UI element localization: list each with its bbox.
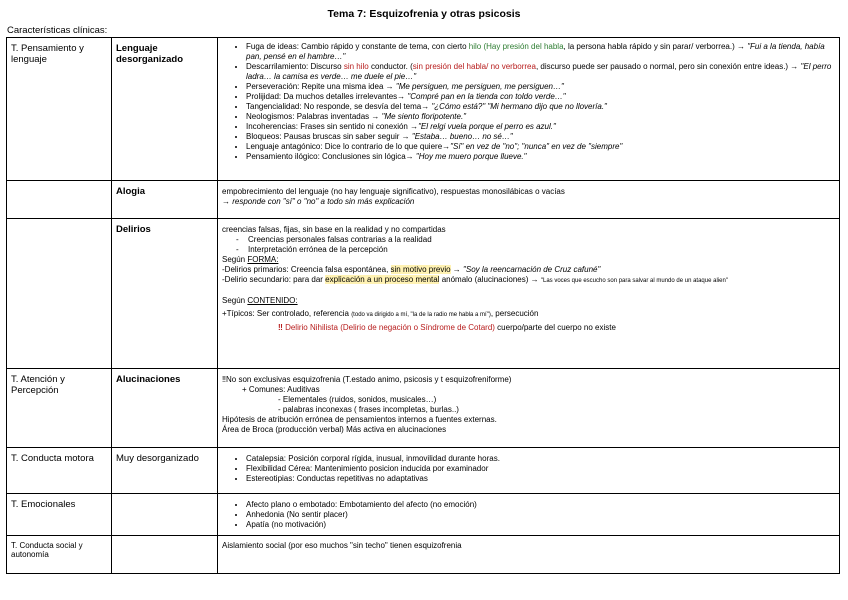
content-cell [218, 181, 840, 219]
alogia-text: empobrecimiento del lenguaje (no hay lenguaje significativo), respuestas monosilábicas o vacías [222, 187, 565, 196]
forma-heading: Según FORMA: [222, 255, 279, 264]
table-row [7, 369, 840, 448]
content-cell [218, 494, 840, 536]
category-cell: T. Conducta motora [7, 448, 112, 494]
table-row [7, 536, 840, 574]
list-item: • Lenguaje antagónico: Dice lo contrario de lo que quiere→"Sí" en vez de "no"; "nunca" en vez de "siempre" [246, 142, 835, 152]
subcategory-cell [112, 494, 218, 536]
alogia-example: → responde con "sí" o "no" a todo sin más explicación [222, 197, 415, 206]
list-item: • Descarrilamiento: Discurso sin hilo conductor. (sin presión del habla/ no verborrea, discurso puede ser pausado o normal, pero sin conexión entre ideas.) → "El perro ladra… la camisa es verde… me duele el pie…" [246, 62, 835, 82]
table-row [7, 219, 840, 369]
content-cell [218, 448, 840, 494]
list-item: • Bloqueos: Pausas bruscas sin saber seguir → "Estaba… bueno… no sé…" [246, 132, 835, 142]
category-cell: T. Emocionales [7, 494, 112, 536]
category-cell: T. Pensamiento y lenguaje [7, 38, 112, 181]
list-item: • Pensamiento ilógico: Conclusiones sin lógica→ "Hoy me muero porque llueve." [246, 152, 835, 162]
alucinaciones-line: - palabras inconexas ( frases incompletas, burlas..) [278, 405, 459, 414]
list-item: - Interpretación errónea de la percepción [236, 245, 835, 255]
subcategory-cell: Delirios [112, 219, 218, 369]
lenguaje-list [222, 42, 835, 162]
table-row [7, 181, 840, 219]
list-item: • Flexibilidad Cérea: Mantenimiento posicion inducida por examinador [246, 464, 835, 474]
subcategory-cell: Alucinaciones [112, 369, 218, 448]
table-row [7, 494, 840, 536]
warning-icon: ‼ [278, 323, 283, 332]
category-cell [7, 219, 112, 369]
conducta-list [222, 454, 835, 484]
delirio-nihilista: ‼ Delirio Nihilista (Delirio de negación o Síndrome de Cotard) cuerpo/parte del cuerpo no existe [278, 323, 616, 332]
list-item: • Prolijidad: Da muchos detalles irrelevantes→ "Compré pan en la tienda con toldo verde…" [246, 92, 835, 102]
list-item: - Creencias personales falsas contrarias a la realidad [236, 235, 835, 245]
delirios-intro: creencias falsas, fijas, sin base en la realidad y no compartidas [222, 225, 446, 234]
alucinaciones-line: Hipótesis de atribución errónea de pensamientos internos a fuentes externas. [222, 415, 497, 424]
list-item: • Incoherencias: Frases sin sentido ni conexión →"El relgi vuela porque el perro es azul." [246, 122, 835, 132]
alucinaciones-line: ‼No son exclusivas esquizofrenia (T.estado animo, psicosis y t esquizofreniforme) [222, 375, 512, 384]
list-item: • Apatía (no motivación) [246, 520, 835, 530]
content-cell [218, 536, 840, 574]
page-subtitle: Características clínicas: [7, 25, 108, 36]
subcategory-cell: Alogia [112, 181, 218, 219]
category-cell: T. Conducta social y autonomía [7, 536, 112, 574]
list-item: • Estereotipias: Conductas repetitivas no adaptativas [246, 474, 835, 484]
alucinaciones-line: + Comunes: Auditivas [242, 385, 320, 394]
list-item: • Afecto plano o embotado: Embotamiento del afecto (no emoción) [246, 500, 835, 510]
list-item: • Tangencialidad: No responde, se desvía del tema→ "¿Cómo está?" "Mi hermano dijo que no llovería." [246, 102, 835, 112]
contenido-heading: Según CONTENIDO: [222, 296, 298, 305]
table-row [7, 448, 840, 494]
delirios-list [222, 235, 835, 255]
list-item: • Neologismos: Palabras inventadas → "Me siento floripotente." [246, 112, 835, 122]
subcategory-cell [112, 536, 218, 574]
category-cell [7, 181, 112, 219]
table-row [7, 38, 840, 181]
alucinaciones-line: Área de Broca (producción verbal) Más activa en alucinaciones [222, 425, 447, 434]
content-cell [218, 219, 840, 369]
content-cell [218, 38, 840, 181]
delirio-secundario: -Delirio secundario: para dar explicación a un proceso mental anómalo (alucinaciones) → "Las voces que escucho son para salvar al mundo de un ataque alien" [222, 275, 728, 284]
list-item: • Fuga de ideas: Cambio rápido y constante de tema, con cierto hilo (Hay presión del habla, la persona habla rápido y sin parar/ verborrea.) → "Fui a la tienda, había pan, pensé en el hambre…" [246, 42, 835, 62]
social-text: Aislamiento social (por eso muchos "sin techo" tienen esquizofrenia [222, 541, 462, 550]
alucinaciones-line: - Elementales (ruidos, sonidos, musicales…) [278, 395, 437, 404]
subcategory-cell: Lenguaje desorganizado [112, 38, 218, 181]
list-item: • Catalepsia: Posición corporal rígida, inusual, inmovilidad durante horas. [246, 454, 835, 464]
list-item: • Anhedonia (No sentir placer) [246, 510, 835, 520]
emocionales-list [222, 500, 835, 530]
content-cell [218, 369, 840, 448]
subcategory-cell: Muy desorganizado [112, 448, 218, 494]
delirio-primario: -Delirios primarios: Creencia falsa espontánea, sin motivo previo → "Soy la reencarnación de Cruz cafuné" [222, 265, 601, 274]
page-title: Tema 7: Esquizofrenia y otras psicosis [327, 8, 521, 20]
clinical-table [6, 37, 840, 574]
list-item: • Perseveración: Repite una misma idea → "Me persiguen, me persiguen, me persiguen…" [246, 82, 835, 92]
delirios-tipicos: +Típicos: Ser controlado, referencia (todo va dirigido a mí, "la de la radio me habla a mí"), persecución [222, 309, 539, 318]
category-cell: T. Atención y Percepción [7, 369, 112, 448]
